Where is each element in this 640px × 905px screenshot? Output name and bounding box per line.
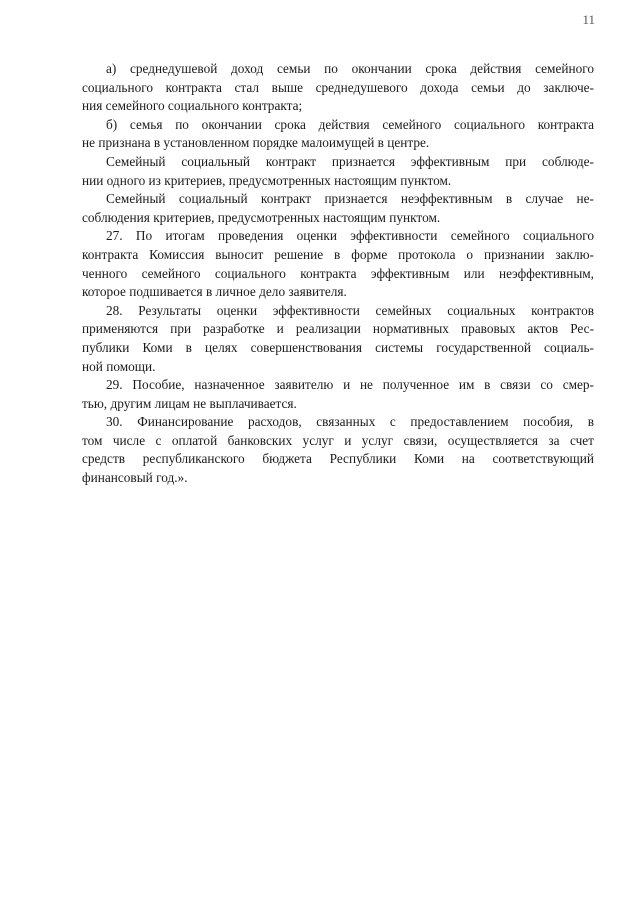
- text-line: Семейный социальный контракт признается неэффективным в случае не-: [106, 191, 594, 207]
- text-line: не признана в установленном порядке малоимущей в центре.: [82, 135, 430, 151]
- paragraph-criterion-b: [82, 116, 594, 153]
- text-line: которое подшивается в личное дело заявителя.: [82, 284, 347, 300]
- text-line: нии одного из критериев, предусмотренных настоящим пунктом.: [82, 172, 452, 188]
- text-line: соблюдения критериев, предусмотренных настоящим пунктом.: [82, 209, 441, 225]
- text-line: ченного семейного социального контракта эффективным или неэффективным,: [82, 265, 594, 281]
- text-line: социального контракта стал выше среднедушевого дохода семьи до заключе-: [82, 79, 594, 95]
- paragraph-item-29: [82, 376, 594, 413]
- page-number: 11: [582, 12, 595, 27]
- text-line: б) семья по окончании срока действия семейного социального контракта: [106, 116, 594, 132]
- paragraph-item-27: [82, 227, 594, 301]
- paragraph-effective: [82, 153, 594, 190]
- paragraph-item-28: [82, 302, 594, 376]
- text-line: Семейный социальный контракт признается эффективным при соблюде-: [106, 153, 594, 169]
- text-line: 28. Результаты оценки эффективности семейных социальных контрактов: [106, 302, 594, 318]
- text-line: контракта Комиссия выносит решение в форме протокола о признании заклю-: [82, 246, 594, 262]
- text-line: ния семейного социального контракта;: [82, 98, 303, 114]
- text-line: том числе с оплатой банковских услуг и услуг связи, осуществляется за счет: [82, 432, 594, 448]
- text-line: 27. По итогам проведения оценки эффективности семейного социального: [106, 228, 594, 244]
- text-line: а) среднедушевой доход семьи по окончании срока действия семейного: [106, 61, 594, 76]
- paragraph-criterion-a: [82, 60, 594, 116]
- text-line: применяются при разработке и реализации нормативных правовых актов Рес-: [82, 321, 594, 337]
- text-line: 30. Финансирование расходов, связанных с предоставлением пособия, в: [106, 414, 594, 430]
- text-line: 29. Пособие, назначенное заявителю и не полученное им в связи со смер-: [106, 377, 594, 393]
- text-line: публики Коми в целях совершенствования системы государственной социаль-: [82, 339, 594, 355]
- paragraph-ineffective: [82, 190, 594, 227]
- text-line: средств республиканского бюджета Республики Коми на соответствующий: [82, 451, 594, 467]
- text-line: ной помощи.: [82, 358, 156, 374]
- text-line: тью, другим лицам не выплачивается.: [82, 395, 297, 411]
- paragraph-item-30: [82, 413, 594, 487]
- document-body: [82, 60, 594, 488]
- text-line: финансовый год.».: [82, 470, 188, 486]
